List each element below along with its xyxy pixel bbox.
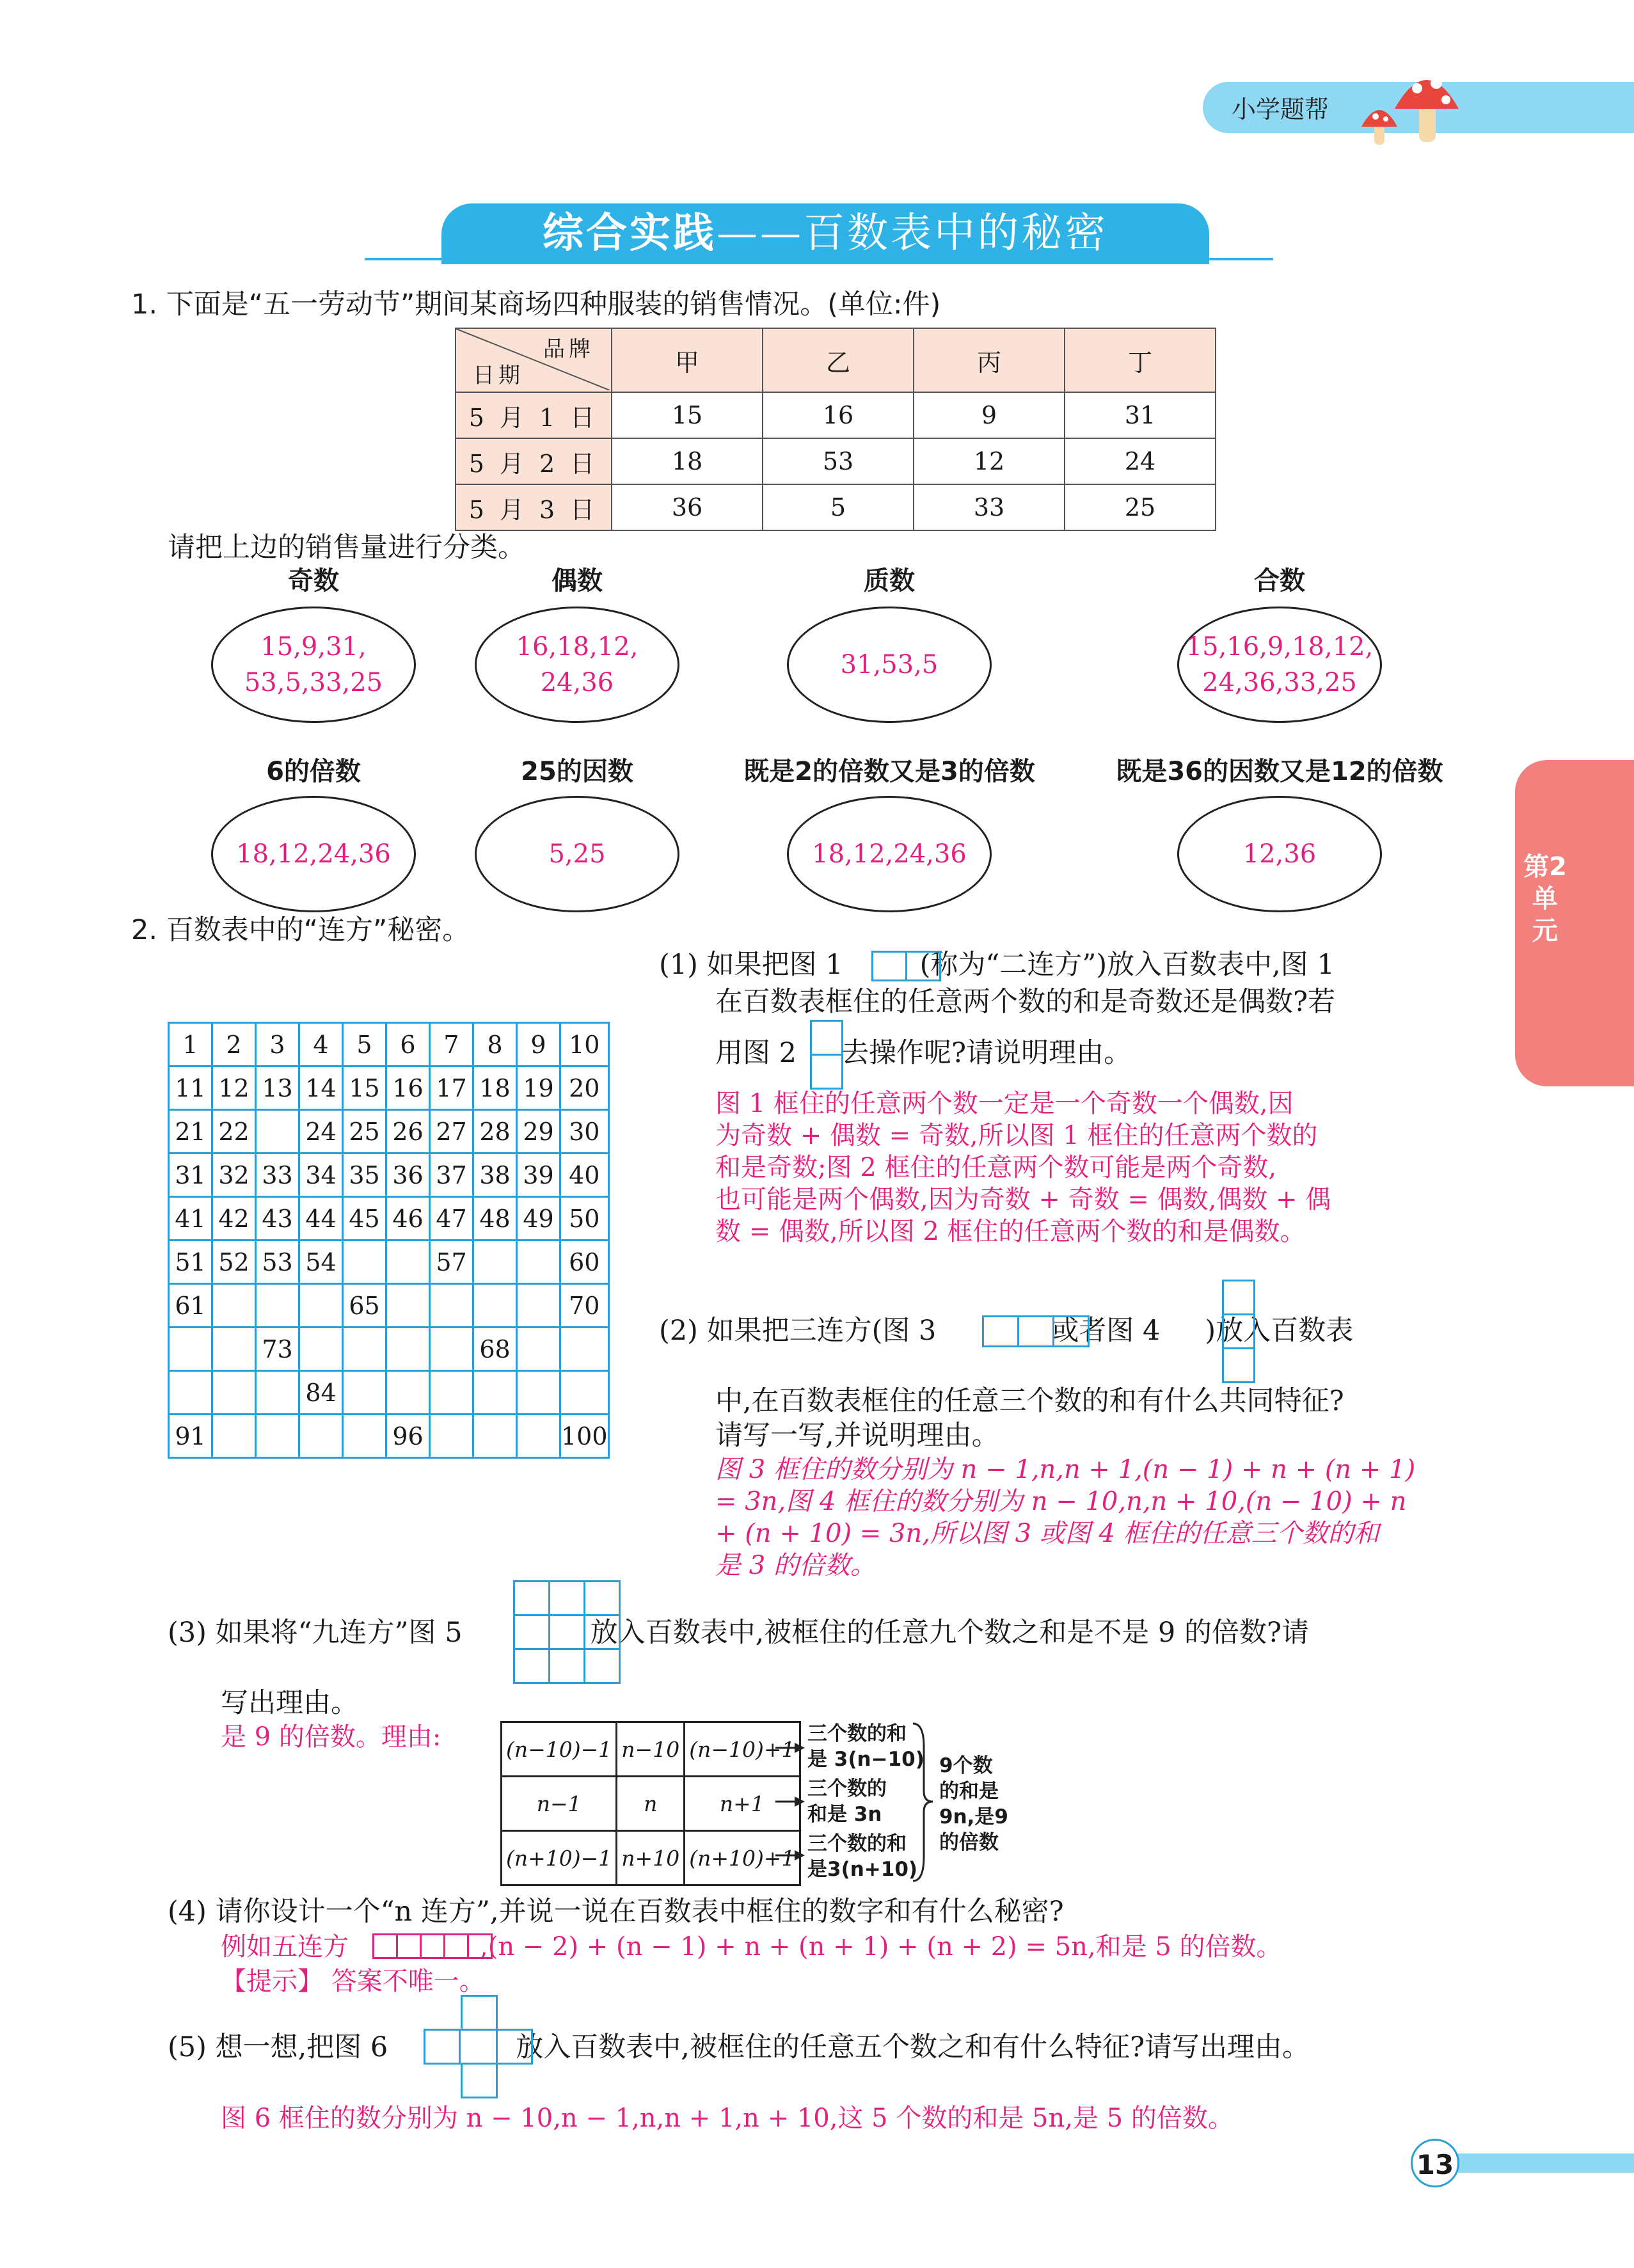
category-label: 6的倍数 [266, 757, 361, 786]
grid-cell [343, 1241, 386, 1284]
table-row: 5 月 2 日 18 53 12 24 [456, 438, 1216, 484]
p4-line1: (4) 请你设计一个“n 连方”,并说一说在百数表中框住的数字和有什么秘密? [168, 1896, 1064, 1928]
grid-cell: 35 [343, 1154, 386, 1197]
table-row [169, 1415, 609, 1458]
grid-cell: 70 [560, 1284, 609, 1328]
fig1-box [871, 951, 907, 981]
p5-answer: 图 6 框住的数分别为 n − 10,n − 1,n,n + 1,n + 10,这 5 个数的和是 5n,是 5 的倍数。 [221, 2104, 1233, 2133]
grid-cell [386, 1241, 430, 1284]
grid-cell: 39 [517, 1154, 560, 1197]
p2-line2: 中,在百数表框住的任意三个数的和有什么共同特征? [715, 1385, 1344, 1417]
grid-cell [256, 1371, 299, 1415]
grid-cell [212, 1371, 256, 1415]
table-row [169, 1371, 609, 1415]
p4-answer: 例如五连方 ,(n − 2) + (n − 1) + n + (n + 1) + (n + 2) = 5n,和是 5 的倍数。 [221, 1932, 1282, 1962]
grid-cell: 50 [560, 1197, 609, 1241]
grid-cell [343, 1328, 386, 1371]
grid-cell: 68 [473, 1328, 517, 1371]
grid-cell: 32 [212, 1154, 256, 1197]
table-row [169, 1154, 609, 1197]
table-row [169, 1284, 609, 1328]
grid-cell [343, 1371, 386, 1415]
p4-hint: 【提示】 答案不唯一。 [221, 1967, 485, 1996]
fig3-box [1017, 1315, 1054, 1347]
table-row [169, 1241, 609, 1284]
category-ellipse: 15,16,9,18,12, 24,36,33,25 [1177, 607, 1382, 723]
brand-header: 甲 [612, 328, 763, 392]
grid-cell: 4 [299, 1023, 343, 1067]
table-corner: 品牌 日期 [456, 328, 612, 392]
row-note: 三个数的 和是 3n [807, 1777, 887, 1826]
p1-line2: 在百数表框住的任意两个数的和是奇数还是偶数?若 [715, 986, 1336, 1018]
row-note: 三个数的和 是 3(n−10) [807, 1722, 924, 1771]
brand-header: 丁 [1065, 328, 1216, 392]
category-label: 奇数 [288, 566, 339, 596]
row-note: 三个数的和 是3(n+10) [807, 1832, 918, 1881]
grid-cell [473, 1284, 517, 1328]
grid-cell [386, 1371, 430, 1415]
page-number-bar [1433, 2153, 1634, 2173]
table-row: 5 月 1 日 15 16 9 31 [456, 392, 1216, 438]
grid-cell: 27 [430, 1110, 473, 1154]
grid-cell: 13 [256, 1067, 299, 1110]
category-label: 既是2的倍数又是3的倍数 [743, 757, 1035, 786]
category-ellipse: 5,25 [475, 796, 679, 912]
grid-cell: 96 [386, 1415, 430, 1458]
table-row [169, 1197, 609, 1241]
table-row: n−1 n n+1 [502, 1777, 800, 1831]
grid-cell [256, 1284, 299, 1328]
grid-cell: 29 [517, 1110, 560, 1154]
grid-cell: 44 [299, 1197, 343, 1241]
grid-cell: 91 [169, 1415, 212, 1458]
fig2-box [810, 1054, 843, 1090]
p3-line1: (3) 如果将“九连方”图 5 放入百数表中,被框住的任意九个数之和是不是 9 的倍数?请 [168, 1617, 1309, 1649]
unit-side-label: 第2单元 [1523, 852, 1567, 946]
grid-cell: 12 [212, 1067, 256, 1110]
grid-cell [430, 1415, 473, 1458]
category-ellipse: 15,9,31, 53,5,33,25 [211, 607, 416, 723]
grid-cell: 5 [343, 1023, 386, 1067]
total-note: 9个数 的和是 9n,是9 的倍数 [939, 1754, 1008, 1854]
sales-table [455, 328, 1216, 531]
grid-cell: 51 [169, 1241, 212, 1284]
fig4-box [1222, 1280, 1255, 1315]
category-label: 偶数 [551, 566, 603, 596]
grid-cell: 46 [386, 1197, 430, 1241]
p1-answer: 图 1 框住的任意两个数一定是一个奇数一个偶数,因 为奇数 + 偶数 = 奇数,所以图 1 框住的任意两个数的 和是奇数;图 2 框住的任意两个数可能是两个奇数, 也可能是两个偶数,因为奇数 + 奇数 = 偶数,偶数 + 偶 数 = 偶数,所以图 2 框住的任意两个数的和是偶数。 [715, 1089, 1331, 1246]
q1-prompt: 1. 下面是“五一劳动节”期间某商场四种服装的销售情况。(单位:件) [131, 289, 941, 321]
grid-cell [256, 1110, 299, 1154]
grid-cell: 57 [430, 1241, 473, 1284]
grid-cell: 52 [212, 1241, 256, 1284]
page-number: 13 [1411, 2139, 1459, 2187]
grid-cell: 100 [560, 1415, 609, 1458]
grid-cell: 7 [430, 1023, 473, 1067]
table-row: (n−10)−1 n−10 (n−10)+1 [502, 1722, 800, 1777]
grid-cell: 18 [473, 1067, 517, 1110]
grid-cell [299, 1415, 343, 1458]
fig2-box [810, 1020, 843, 1056]
grid-cell [256, 1415, 299, 1458]
p5-line1: (5) 想一想,把图 6 放入百数表中,被框住的任意五个数之和有什么特征?请写出理由。 [168, 2031, 1310, 2063]
grid-cell: 73 [256, 1328, 299, 1371]
grid-cell [386, 1284, 430, 1328]
fig3-box [982, 1315, 1019, 1347]
grid-cell: 65 [343, 1284, 386, 1328]
category-label: 质数 [864, 566, 915, 596]
category-ellipse: 12,36 [1177, 796, 1382, 912]
grid-cell: 20 [560, 1067, 609, 1110]
table-row [169, 1067, 609, 1110]
grid-cell [212, 1328, 256, 1371]
grid-cell: 36 [386, 1154, 430, 1197]
table-row [169, 1023, 609, 1067]
grid-cell [430, 1328, 473, 1371]
grid-cell: 1 [169, 1023, 212, 1067]
grid-cell: 48 [473, 1197, 517, 1241]
grid-cell: 37 [430, 1154, 473, 1197]
grid-cell [343, 1415, 386, 1458]
p3-line2: 写出理由。 [221, 1687, 358, 1719]
grid-cell [212, 1415, 256, 1458]
grid-cell: 22 [212, 1110, 256, 1154]
grid-cell [430, 1284, 473, 1328]
grid-cell: 54 [299, 1241, 343, 1284]
grid-cell: 45 [343, 1197, 386, 1241]
brand-header: 丙 [914, 328, 1065, 392]
grid-cell: 49 [517, 1197, 560, 1241]
grid-cell: 40 [560, 1154, 609, 1197]
grid-cell [386, 1328, 430, 1371]
grid-cell [560, 1328, 609, 1371]
grid-cell: 47 [430, 1197, 473, 1241]
grid-cell: 33 [256, 1154, 299, 1197]
category-ellipse: 16,18,12, 24,36 [475, 607, 679, 723]
grid-cell [473, 1241, 517, 1284]
grid-cell: 42 [212, 1197, 256, 1241]
grid-cell: 26 [386, 1110, 430, 1154]
grid-cell: 24 [299, 1110, 343, 1154]
grid-cell: 25 [343, 1110, 386, 1154]
grid-cell: 84 [299, 1371, 343, 1415]
grid-cell: 14 [299, 1067, 343, 1110]
header-label: 小学题帮 [1232, 95, 1329, 123]
grid-cell: 19 [517, 1067, 560, 1110]
grid-cell: 8 [473, 1023, 517, 1067]
category-label: 既是36的因数又是12的倍数 [1116, 757, 1443, 786]
grid-cell: 60 [560, 1241, 609, 1284]
p3-answer-prefix: 是 9 的倍数。理由: [221, 1722, 441, 1752]
grid-cell: 16 [386, 1067, 430, 1110]
grid-cell: 15 [343, 1067, 386, 1110]
grid-cell: 53 [256, 1241, 299, 1284]
table-row: (n+10)−1 n+10 (n+10)+1 [502, 1831, 800, 1885]
p2-line3: 请写一写,并说明理由。 [715, 1420, 999, 1452]
grid-cell [212, 1284, 256, 1328]
hundred-grid [168, 1022, 610, 1459]
grid-cell: 38 [473, 1154, 517, 1197]
fig1-box [905, 951, 941, 981]
grid-cell: 9 [517, 1023, 560, 1067]
grid-cell [473, 1371, 517, 1415]
brand-header: 乙 [763, 328, 914, 392]
table-row [169, 1328, 609, 1371]
grid-cell [169, 1328, 212, 1371]
grid-cell [299, 1284, 343, 1328]
fig4-box [1222, 1313, 1255, 1349]
grid-cell: 2 [212, 1023, 256, 1067]
mushroom-icon [1356, 58, 1478, 147]
grid-cell: 17 [430, 1067, 473, 1110]
p1-line3: 用图 2 去操作呢?请说明理由。 [715, 1037, 1132, 1069]
category-label: 25的因数 [521, 757, 633, 786]
grid-cell: 31 [169, 1154, 212, 1197]
grid-cell [517, 1284, 560, 1328]
category-ellipse: 31,53,5 [787, 607, 992, 723]
fig4-box [1222, 1347, 1255, 1383]
grid-cell [299, 1328, 343, 1371]
p2-line1: (2) 如果把三连方(图 3 或者图 4 )放入百数表 [659, 1315, 1354, 1347]
table-row: 5 月 3 日 36 5 33 25 [456, 484, 1216, 530]
grid-cell [517, 1241, 560, 1284]
nine-block-formula-table [500, 1721, 801, 1886]
grid-cell [517, 1328, 560, 1371]
category-ellipse: 18,12,24,36 [211, 796, 416, 912]
p2-answer: 图 3 框住的数分别为 n − 1,n,n + 1,(n − 1) + n + (n + 1) = 3n,图 4 框住的数分别为 n − 10,n,n + 10,(n − 10) + n + (n + 10) = 3n,所以图 3 或图 4 框住的任意三个数的和 是 3 的倍数。 [715, 1455, 1416, 1580]
grid-cell [473, 1415, 517, 1458]
category-label: 合数 [1254, 566, 1305, 596]
grid-cell: 21 [169, 1110, 212, 1154]
grid-cell [517, 1371, 560, 1415]
grid-cell: 6 [386, 1023, 430, 1067]
p1-line1: (1) 如果把图 1 (称为“二连方”)放入百数表中,图 1 [659, 949, 1335, 981]
grid-cell: 61 [169, 1284, 212, 1328]
grid-cell: 34 [299, 1154, 343, 1197]
category-ellipse: 18,12,24,36 [787, 796, 992, 912]
q1-instruction: 请把上边的销售量进行分类。 [168, 532, 525, 564]
fig3-box [1052, 1315, 1090, 1347]
grid-cell: 3 [256, 1023, 299, 1067]
grid-cell: 41 [169, 1197, 212, 1241]
grid-cell [560, 1371, 609, 1415]
grid-cell [430, 1371, 473, 1415]
table-row [169, 1110, 609, 1154]
grid-cell: 11 [169, 1067, 212, 1110]
grid-cell: 28 [473, 1110, 517, 1154]
q2-prompt: 2. 百数表中的“连方”秘密。 [131, 914, 470, 946]
grid-cell [517, 1415, 560, 1458]
grid-cell [169, 1371, 212, 1415]
grid-cell: 10 [560, 1023, 609, 1067]
page-title: 综合实践——百数表中的秘密 [543, 210, 1108, 257]
grid-cell: 30 [560, 1110, 609, 1154]
grid-cell: 43 [256, 1197, 299, 1241]
